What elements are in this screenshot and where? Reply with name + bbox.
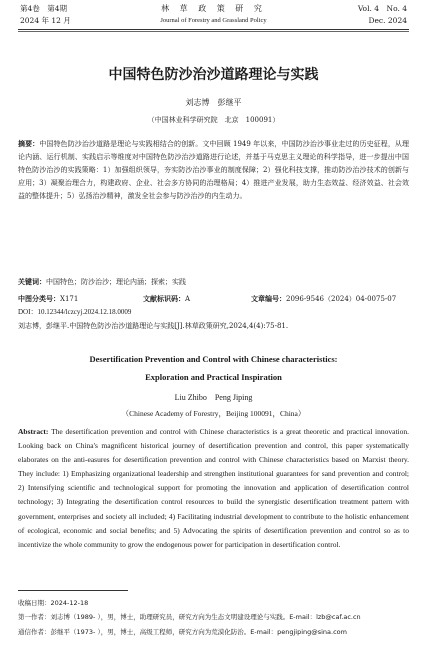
citation-format: 刘志博，彭继平.中国特色防沙治沙道路理论与实践[J].林草政策研究,2024,4(4):75-81. [18,322,289,330]
abstract-en-label: Abstract: [18,427,49,436]
header-rule-thick [18,29,409,30]
date-cn: 2024 年 12 月 [20,16,71,25]
article-number-label: 文章编号： [251,295,286,303]
article-title-en [0,350,427,386]
corresponding-author-note: 通信作者：彭继平（1973- ），男，博士，高级工程师，研究方向为荒漠化防治。E-mail：pengjiping@sina.com [18,628,347,636]
authors-en: Liu Zhibo Peng Jiping [174,393,253,402]
article-title-en-line2: Exploration and Practical Inspiration [145,372,282,382]
keywords-cn [18,276,409,288]
abstract-en-text: The desertification prevention and control with Chinese characteristics is a great theoretic and practical innovation. Looking back on China's magnificent historical journey of desertification prevention and control, this paper systematically elaborates on the anti-easures for desertification prevention and control with Chinese characteristics based on Marxist theory. They include: 1) Emphasizing organizational leadership and strengthen institutional guarantees for sand prevention and control; 2) Intensifying scientific and technological support for promoting the innovation and application of desertification control technology; 3) Integrating the desertification control resources to build the synergistic desertification treatment pattern with government, enterprises and society all included; 4) Facilitating industrial development to contribute to the holistic enhancement of ecological, economic and social benefits; and 5) Advocating the spirits of desertification prevention and control so as to incentivize the whole community to grow the endogenous power for participation in desertification control. [18,427,409,549]
authors-cn: 刘志博 彭继平 [185,98,242,107]
volume-issue-en: Vol. 4 No. 4 [357,4,407,13]
header-right [358,3,407,27]
document-code-value: A [185,295,191,303]
classification-row [18,293,409,305]
doi: DOI：10.12344/lczcyj.2024.12.18.0009 [18,308,132,316]
keywords-cn-label: 关键词： [18,278,46,286]
abstract-cn [18,138,409,203]
journal-name-en: Journal of Forestry and Grassland Policy [160,17,267,24]
volume-issue-cn: 第4卷 第4期 [20,4,68,13]
abstract-cn-text: 中国特色防沙治沙道路是理论与实践相结合的创新。文中回顾 1949 年以来，中国防沙治沙事业走过的历史征程，从理论内涵、运行机制、实践启示等维度对中国特色防沙治沙道路进行论述，并基于马克思主义理论的科学指导，进一步提出中国特色防沙治沙的实践策略：1）加强组织领导，夯实防沙治沙事业的制度保障；2）强化科技支撑，推动防沙治沙技术的创新与应用；3）凝聚治理合力，构建政府、企业、社会多方协同的治理格局；4）推进产业发展，助力生态效益、经济效益、社会效益的整体提升；5）弘扬治沙精神，激发全社会参与防沙治沙的内生动力。 [18,140,410,201]
first-author-note: 第一作者：刘志博（1989- ），男，博士，助理研究员，研究方向为生态文明建设理论与实践。E-mail：lzb@caf.ac.cn [18,613,361,621]
keywords-cn-text: 中国特色；防沙治沙；理论内涵；探索；实践 [46,278,186,286]
abstract-cn-label: 摘要： [18,140,40,148]
document-code [143,293,190,305]
affiliation-cn: （中国林业科学研究院 北京 100091） [147,116,280,124]
article-number-value: 2096-9546（2024）04-0075-07 [286,295,397,303]
article-number [251,293,396,305]
running-header [0,0,427,40]
received-date: 收稿日期：2024-12-18 [18,599,89,607]
affiliation-en: （Chinese Academy of Forestry，Beijing 100091，China） [121,409,306,418]
article-title-cn: 中国特色防沙治沙道路理论与实践 [108,67,319,83]
footnote-rule [18,590,128,591]
article-title-en-line1: Desertification Prevention and Control with Chinese characteristics: [89,354,338,364]
clc-label: 中图分类号： [18,295,60,303]
date-en: Dec. 2024 [368,16,407,25]
document-code-label: 文献标识码： [143,295,185,303]
header-rule-thin [18,31,409,32]
clc-number [18,293,78,305]
clc-value: X171 [60,295,79,303]
abstract-en [18,425,409,552]
journal-name-cn: 林 草 政 策 研 究 [161,4,266,13]
